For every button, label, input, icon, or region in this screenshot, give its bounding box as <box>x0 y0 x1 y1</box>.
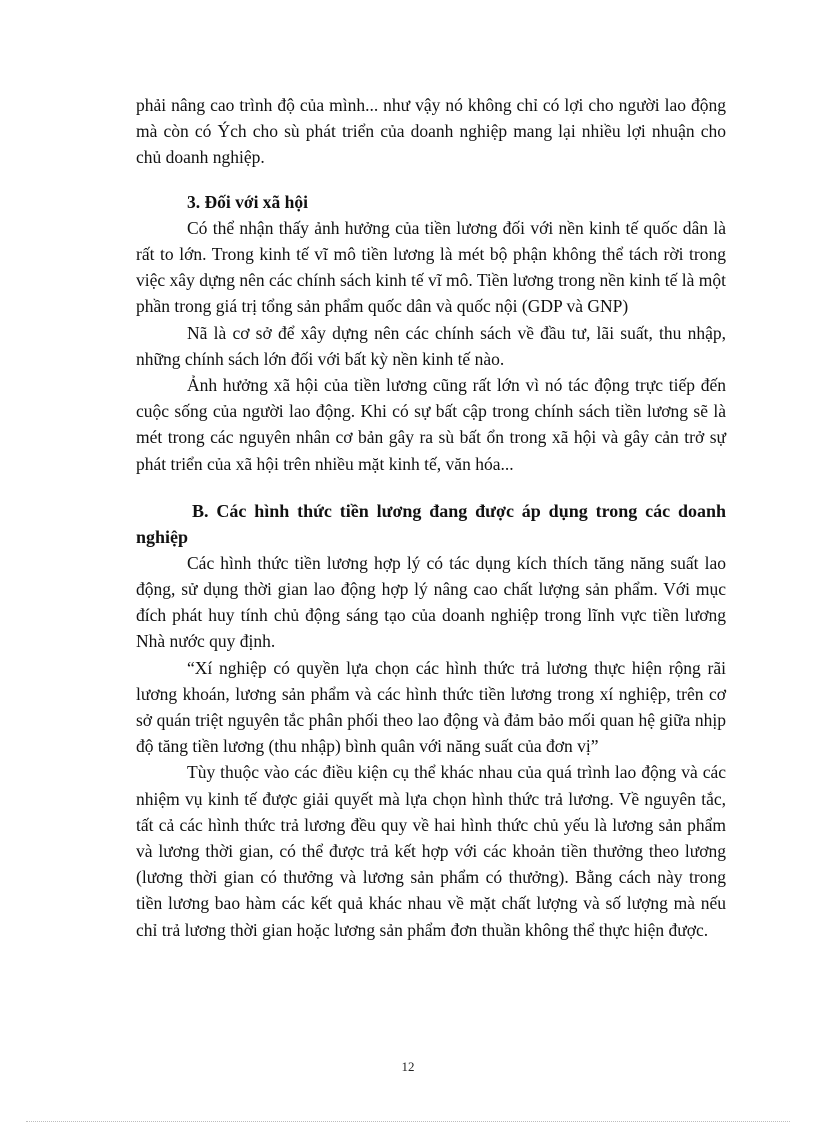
section-b-paragraph-3: Tùy thuộc vào các điều kiện cụ thể khác nhau của quá trình lao động và các nhiệm vụ kinh tế được giải quyết mà lựa chọn hình thức trả lương. Về nguyên tắc, tất cả các hình thức trả lương đều quy về hai hình thức chủ yếu là lương sản phẩm và lương thời gian, có thể được trả kết hợp với các khoản tiền thưởng theo lương (lương thời gian có thưởng và lương sản phẩm có thưởng). Bằng cách này trong tiền lương bao hàm các kết quả khác nhau về mặt chất lượng và số lượng mà nếu chỉ trả lương thời gian hoặc lương sản phẩm đơn thuần không thể thực hiện được. <box>136 762 726 940</box>
page-body <box>136 92 726 943</box>
intro-paragraph: phải nâng cao trình độ của mình... như vậy nó không chỉ có lợi cho người lao động mà còn có Ých cho sù phát triển của doanh nghiệp mang lại nhiều lợi nhuận cho chủ doanh nghiệp. <box>136 95 726 168</box>
section-b-paragraph-1: Các hình thức tiền lương hợp lý có tác dụng kích thích tăng năng suất lao động, sử dụng thời gian lao động hợp lý nâng cao chất lượng sản phẩm. Với mục đích phát huy tính chủ động sáng tạo của doanh nghiệp trong lĩnh vực tiền lương Nhà nước quy định. <box>136 552 726 652</box>
section-b-heading: B. Các hình thức tiền lương đang được áp dụng trong các doanh nghiệp <box>136 500 726 547</box>
section-3-paragraph-3: Ảnh hưởng xã hội của tiền lương cũng rất lớn vì nó tác động trực tiếp đến cuộc sống của người lao động. Khi có sự bất cập trong chính sách tiền lương sẽ là mét trong các nguyên nhân cơ bản gây ra sù bất ổn trong xã hội và gây cản trở sự phát triển của xã hội trên nhiều mặt kinh tế, văn hóa... <box>136 375 726 474</box>
page-number: 12 <box>401 1059 415 1074</box>
section-3-paragraph-1: Có thể nhận thấy ảnh hưởng của tiền lương đối với nền kinh tế quốc dân là rất to lớn. Trong kinh tế vĩ mô tiền lương là mét bộ phận không thể tách rời trong việc xây dựng nên các chính sách kinh tế vĩ mô. Tiền lương trong nền kinh tế là một phần trong giá trị tổng sản phẩm quốc dân và quốc nội (GDP và GNP) <box>136 217 726 317</box>
section-3-paragraph-2: Nã là cơ sở để xây dựng nên các chính sách về đầu tư, lãi suất, thu nhập, những chính sách lớn đối với bất kỳ nền kinh tế nào. <box>136 322 726 369</box>
section-3-heading: 3. Đối với xã hội <box>187 191 309 212</box>
section-b-paragraph-2: “Xí nghiệp có quyền lựa chọn các hình thức trả lương thực hiện rộng rãi lương khoán, lương sản phẩm và các hình thức tiền lương trong xí nghiệp, trên cơ sở quán triệt nguyên tắc phân phối theo lao động và đảm bảo mối quan hệ giữa nhịp độ tăng tiền lương (thu nhập) bình quân với năng suất của đơn vị” <box>136 657 726 757</box>
page-bottom-divider <box>26 1121 790 1122</box>
